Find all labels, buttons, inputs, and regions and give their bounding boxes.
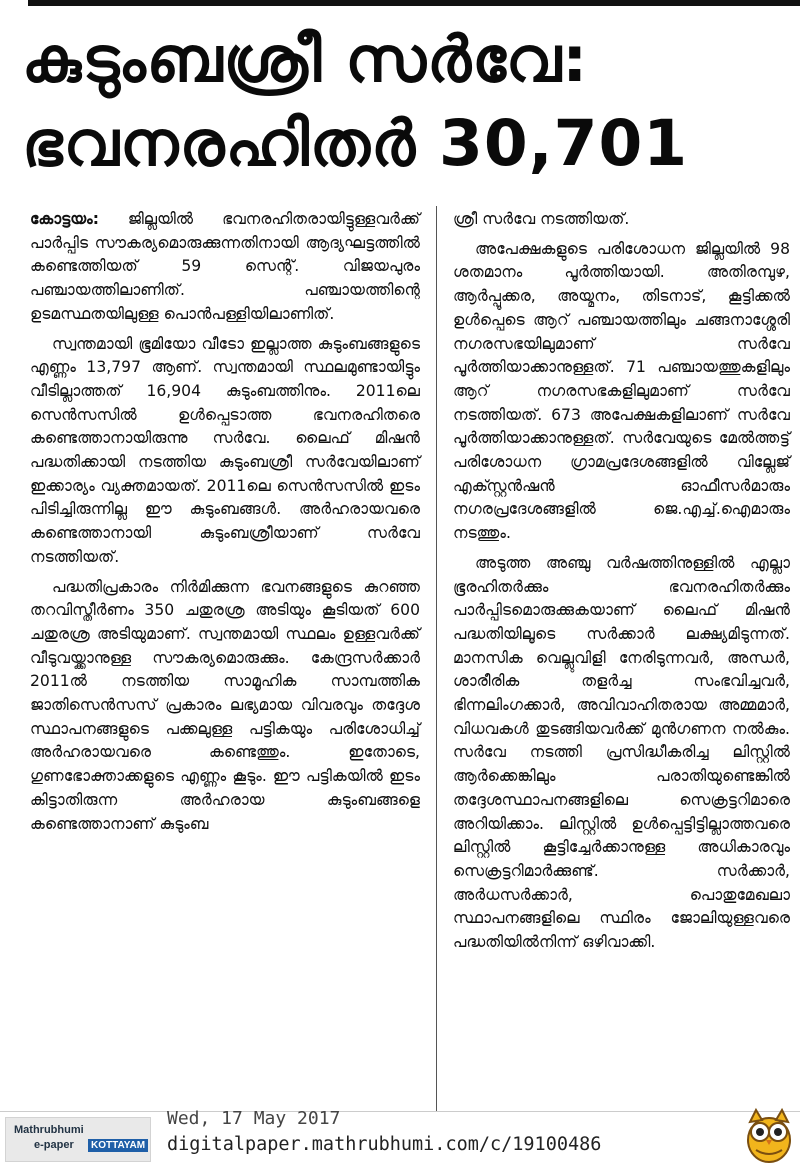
source-url[interactable]: digitalpaper.mathrubhumi.com/c/19100486 <box>167 1134 602 1155</box>
logo-edition-badge: KOTTAYAM <box>88 1139 148 1152</box>
logo-epaper: e-paper <box>34 1139 74 1151</box>
publication-date: Wed, 17 May 2017 <box>167 1108 341 1129</box>
owl-icon <box>744 1104 794 1164</box>
headline-line-1: കുടുംബശ്രീ സർവേ: <box>22 23 589 96</box>
column-divider <box>436 206 437 1111</box>
article-column-right <box>453 208 790 961</box>
paragraph-text: ജില്ലയിൽ ഭവനരഹിതരായിട്ടുള്ളവർക്ക് പാർപ്പിട സൗകര്യമൊരുക്കുന്നതിനായി ആദ്യഘട്ടത്തിൽ കണ്ടെത്തിയത് 59 സെന്റ്. വിജയപുരം പഞ്ചായത്തിലാണിത്. പഞ്ചായത്തിന്റെ ഉടമസ്ഥതയിലുള്ള പൊൻപള്ളിയിലാണിത്. <box>30 210 420 323</box>
logo-brand: Mathrubhumi <box>14 1124 84 1136</box>
headline-line-2: ഭവനരഹിതർ 30,701 <box>22 107 689 180</box>
paragraph: അടുത്ത അഞ്ചു വർഷത്തിനുള്ളിൽ എല്ലാ ഭൂരഹിതർക്കും ഭവനരഹിതർക്കും പാർപ്പിടമൊരുക്കുകയാണ് ലൈഫ് മിഷൻ പദ്ധതിയിലൂടെ സർക്കാർ ലക്ഷ്യമിടുന്നത്. മാനസിക വെല്ലുവിളി നേരിടുന്നവർ, അന്ധർ, ശാരീരിക തളർച്ച സംഭവിച്ചവർ, ഭിന്നലിംഗക്കാർ, അവിവാഹിതരായ അമ്മമാർ, വിധവകൾ തുടങ്ങിയവർക്ക് മുൻഗണന നൽകും. സർവേ നടത്തി പ്രസിദ്ധീകരിച്ച ലിസ്റ്റിൽ ആർക്കെങ്കിലും പരാതിയുണ്ടെങ്കിൽ തദ്ദേശസ്ഥാപനങ്ങളിലെ സെക്രട്ടറിമാരെ അറിയിക്കാം. ലിസ്റ്റിൽ ഉൾപ്പെട്ടിട്ടില്ലാത്തവരെ ലിസ്റ്റിൽ കൂട്ടിച്ചേർക്കാനുള്ള അധികാരവും സെക്രട്ടറിമാർക്കുണ്ട്. സർക്കാർ, അർധസർക്കാർ, പൊതുമേഖലാ സ്ഥാപനങ്ങളിലെ സ്ഥിരം ജോലിയുള്ളവരെ പദ്ധതിയിൽനിന്ന് ഒഴിവാക്കി. <box>453 553 790 952</box>
paragraph: അപേക്ഷകളുടെ പരിശോധന ജില്ലയിൽ 98 ശതമാനം പൂർത്തിയായി. അതിരമ്പുഴ, ആർപ്പൂക്കര, അയ്മനം, തിടനാട്, കൂട്ടിക്കൽ ഉൾപ്പെടെ ആറ് പഞ്ചായത്തിലും ചങ്ങനാശ്ശേരി നഗരസഭയിലുമാണ് സർവേ പൂർത്തിയാക്കാനുള്ളത്. 71 പഞ്ചായത്തുകളിലും ആറ് നഗരസഭകളിലുമാണ് സർവേ നടത്തിയത്. 673 അപേക്ഷകളിലാണ് സർവേ പൂർത്തിയാക്കാനുള്ളത്. സർവേയുടെ മേൽത്തട്ട് പരിശോധന ഗ്രാമപ്രദേശങ്ങളിൽ വില്ലേജ് എക്സ്റ്റൻഷൻ ഓഫീസർമാരും നഗരപ്രദേശങ്ങളിൽ ജെ.എച്ച്.ഐമാരും നടത്തും. <box>453 239 790 543</box>
headline <box>22 18 782 186</box>
paragraph <box>30 208 420 327</box>
footer-divider <box>0 1111 800 1112</box>
paragraph: സ്വന്തമായി ഭൂമിയോ വീടോ ഇല്ലാത്ത കുടുംബങ്ങളുടെ എണ്ണം 13,797 ആണ്. സ്വന്തമായി സ്ഥലമുണ്ടായിട്ടും വീടില്ലാത്തത് 16,904 കുടുംബത്തിനും. 2011ലെ സെൻസസിൽ ഉൾപ്പെടാത്ത ഭവനരഹിതരെ കണ്ടെത്താനായിരുന്നു സർവേ. ലൈഫ് മിഷൻ പദ്ധതിക്കായി നടത്തിയ കുടുംബശ്രീ സർവേയിലാണ് ഇക്കാര്യം വ്യക്തമായത്. 2011ലെ സെൻസസിൽ ഇടം പിടിച്ചിരുന്നില്ല ഈ കുടുംബങ്ങൾ. അർഹരായവരെ കണ്ടെത്താനായി കുടുംബശ്രീയാണ് സർവേ നടത്തിയത്. <box>30 334 420 566</box>
paragraph: ശ്രീ സർവേ നടത്തിയത്. <box>453 210 630 228</box>
mathrubhumi-epaper-logo[interactable] <box>5 1117 151 1162</box>
dateline: കോട്ടയം: <box>30 210 99 228</box>
paragraph: പദ്ധതിപ്രകാരം നിർമിക്കുന്ന ഭവനങ്ങളുടെ കുറഞ്ഞ തറവിസ്തീർണം 350 ചതുരശ്ര അടിയും കൂടിയത് 600 ചതുരശ്ര അടിയുമാണ്. സ്വന്തമായി സ്ഥലം ഉള്ളവർക്ക് വീടുവയ്ക്കാനുള്ള സൗകര്യമൊരുക്കും. കേന്ദ്രസർക്കാർ 2011ൽ നടത്തിയ സാമൂഹിക സാമ്പത്തിക ജാതിസെൻസസ് പ്രകാരം ലഭ്യമായ വിവരവും തദ്ദേശ സ്ഥാപനങ്ങളുടെ പക്കലുള്ള പട്ടികയും പരിശോധിച്ച് അർഹരായവരെ കണ്ടെത്തും. ഇതോടെ, ഗുണഭോക്താക്കളുടെ എണ്ണം കൂടും. ഈ പട്ടികയിൽ ഇടം കിട്ടാതിരുന്ന അർഹരായ കുടുംബങ്ങളെ കണ്ടെത്താനാണ് കുടുംബ <box>30 577 420 833</box>
top-rule <box>28 0 800 6</box>
article-column-left <box>30 208 420 842</box>
